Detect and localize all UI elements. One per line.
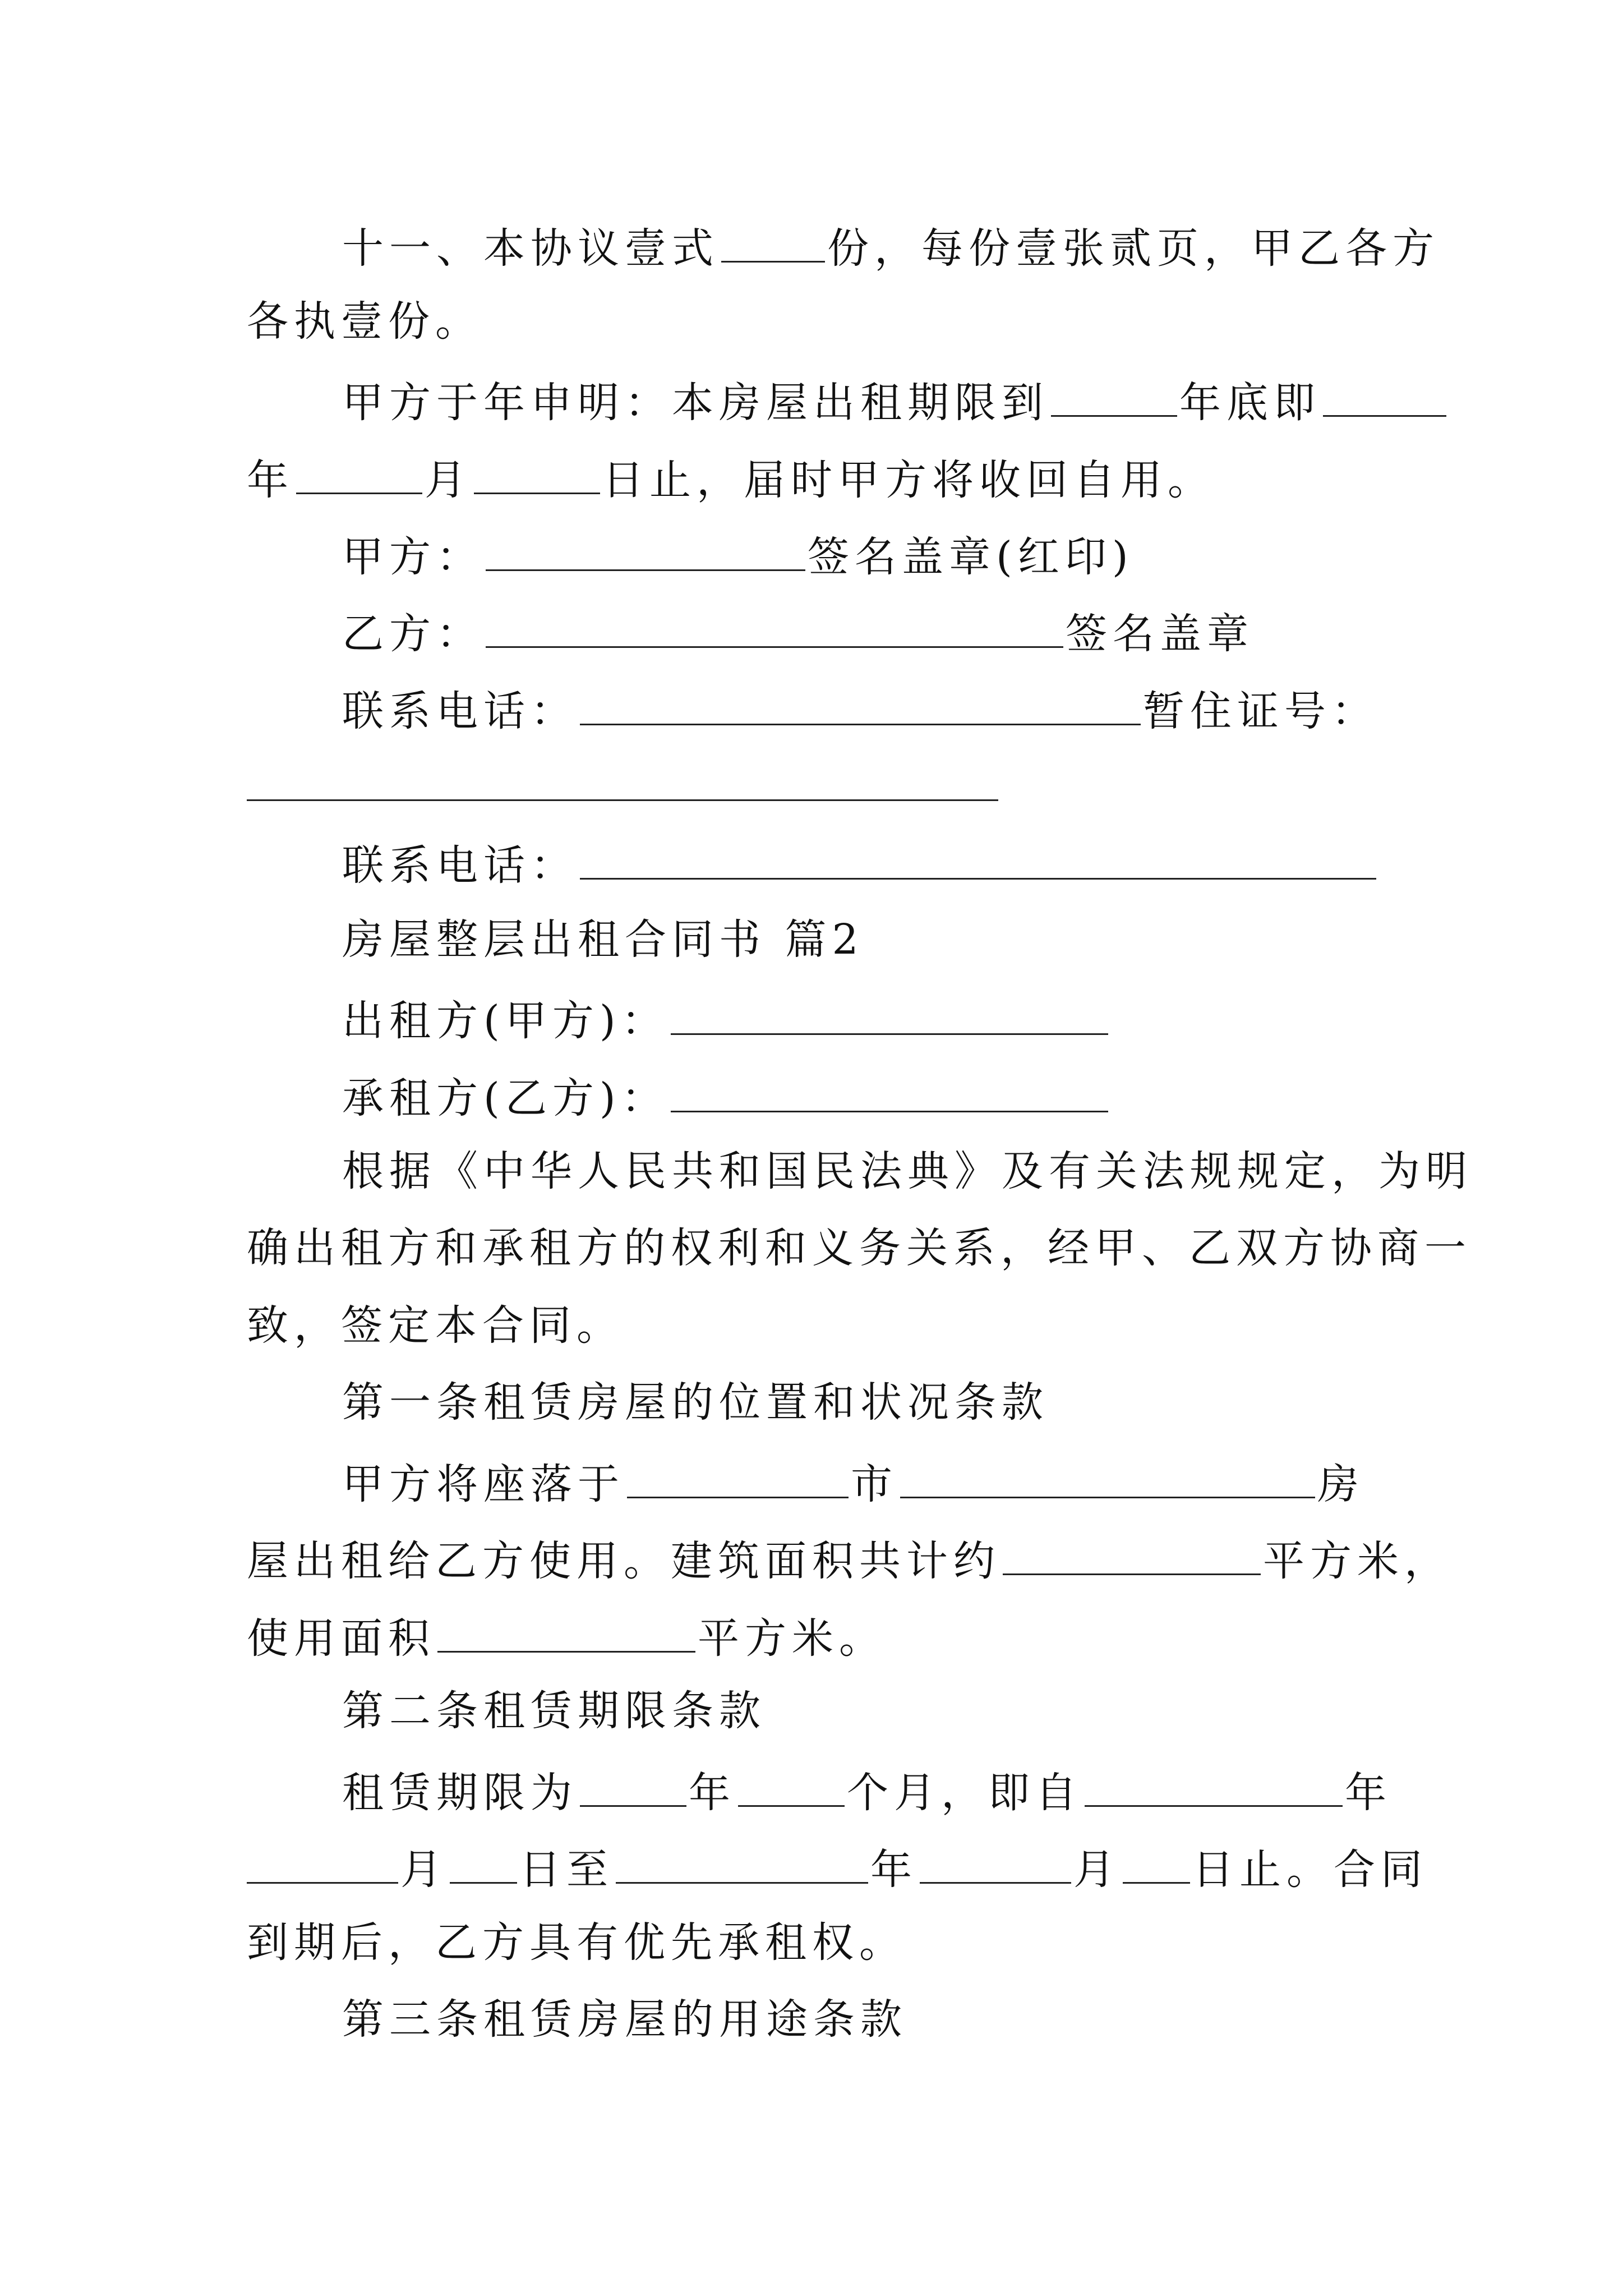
text: 致，签定本合同。 <box>247 1301 624 1350</box>
text: 年 <box>689 1769 736 1817</box>
text: 市 <box>851 1460 898 1508</box>
text: 个月，即自 <box>847 1769 1082 1817</box>
blank-field <box>1123 1837 1190 1884</box>
article-one-heading <box>342 1374 1391 1430</box>
preamble-line1 <box>342 1143 1473 1199</box>
blank-field <box>437 1606 695 1653</box>
text: 出租方(甲方)： <box>342 997 668 1045</box>
blank-field <box>450 1837 517 1884</box>
blank-field <box>627 1452 849 1498</box>
text: 乙方： <box>342 610 483 658</box>
text: 年 <box>870 1846 917 1894</box>
clause-eleven-line1 <box>342 216 1440 273</box>
article-three-heading <box>342 1991 1391 2047</box>
contract-heading <box>342 912 1391 968</box>
clause-eleven-line2 <box>247 293 1391 349</box>
blank-field <box>616 1837 868 1884</box>
text: 联系电话： <box>342 841 578 890</box>
blank-field <box>247 1837 398 1884</box>
text: 确出租方和承租方的权利和义务关系，经甲、乙双方协商一 <box>247 1224 1472 1272</box>
text: 屋出租给乙方使用。建筑面积共计约 <box>247 1537 1000 1585</box>
text: 甲方： <box>342 533 483 581</box>
blank-field <box>1323 370 1446 417</box>
text: 年底即 <box>1179 379 1321 427</box>
text: 第三条租赁房屋的用途条款 <box>342 1995 907 2044</box>
blank-field <box>296 448 422 494</box>
party-b-signature-line <box>342 601 1391 657</box>
blank-field <box>900 1452 1315 1498</box>
article-one-line2 <box>247 1529 1451 1585</box>
party-a-signature-line <box>342 524 1391 581</box>
blank-field <box>1003 1529 1261 1575</box>
blank-field <box>721 216 825 263</box>
text: 各执壹份。 <box>247 297 482 346</box>
phone-line-2 <box>342 833 1391 889</box>
blank-field <box>580 679 1141 725</box>
blank-field <box>671 1066 1108 1112</box>
blank-field <box>474 448 600 494</box>
text: 暂住证号： <box>1143 687 1378 735</box>
text: 月 <box>1073 1846 1121 1894</box>
text: 租赁期限为 <box>342 1769 578 1817</box>
blank-field <box>486 601 1063 648</box>
article-one-line1 <box>342 1452 1391 1508</box>
article-two-heading <box>342 1683 1391 1739</box>
text: 月 <box>425 456 472 504</box>
text: 使用面积 <box>247 1614 435 1663</box>
preamble-line3 <box>247 1297 1391 1354</box>
text: 房屋整层出租合同书 篇2 <box>342 915 864 964</box>
article-two-line3 <box>247 1915 1391 1971</box>
lessee-line <box>342 1066 1391 1122</box>
blank-field <box>1051 370 1177 417</box>
text: 根据《中华人民共和国民法典》及有关法规规定，为明 <box>342 1147 1473 1195</box>
text: 十一、本协议壹式 <box>342 224 719 273</box>
blank-field <box>486 524 805 571</box>
text: 甲方于年申明：本房屋出租期限到 <box>342 379 1049 427</box>
text: 月 <box>400 1846 448 1894</box>
blank-field <box>920 1837 1071 1884</box>
text: 房 <box>1317 1460 1364 1508</box>
text: 平方米。 <box>698 1614 886 1663</box>
article-two-line2 <box>247 1837 1428 1894</box>
permit-number-blank <box>247 799 998 801</box>
text: 平方米， <box>1263 1537 1451 1585</box>
text: 第一条租赁房屋的位置和状况条款 <box>342 1378 1049 1427</box>
article-one-line3 <box>247 1606 1391 1662</box>
declaration-line1 <box>342 370 1391 426</box>
text: 日止。合同 <box>1192 1846 1428 1894</box>
blank-field <box>580 833 1376 880</box>
preamble-line2 <box>247 1220 1472 1276</box>
text: 年 <box>1345 1769 1392 1817</box>
phone-and-permit-line <box>342 679 1391 735</box>
text: 日至 <box>519 1846 614 1894</box>
lessor-line <box>342 988 1391 1045</box>
text: 签名盖章(红印) <box>808 533 1134 581</box>
text: 签名盖章 <box>1066 610 1254 658</box>
text: 联系电话： <box>342 687 578 735</box>
blank-field <box>671 988 1108 1035</box>
blank-field <box>738 1760 845 1807</box>
blank-field <box>580 1760 686 1807</box>
text: 第二条租赁期限条款 <box>342 1687 766 1735</box>
text: 到期后，乙方具有优先承租权。 <box>247 1918 906 1967</box>
text: 份，每份壹张贰页，甲乙各方 <box>827 224 1440 273</box>
text: 承租方(乙方)： <box>342 1074 668 1122</box>
article-two-line1 <box>342 1760 1391 1816</box>
text: 年 <box>247 456 294 504</box>
text: 日止，届时甲方将收回自用。 <box>602 456 1215 504</box>
declaration-line2 <box>247 448 1391 504</box>
blank-field <box>1085 1760 1343 1807</box>
text: 甲方将座落于 <box>342 1460 625 1508</box>
